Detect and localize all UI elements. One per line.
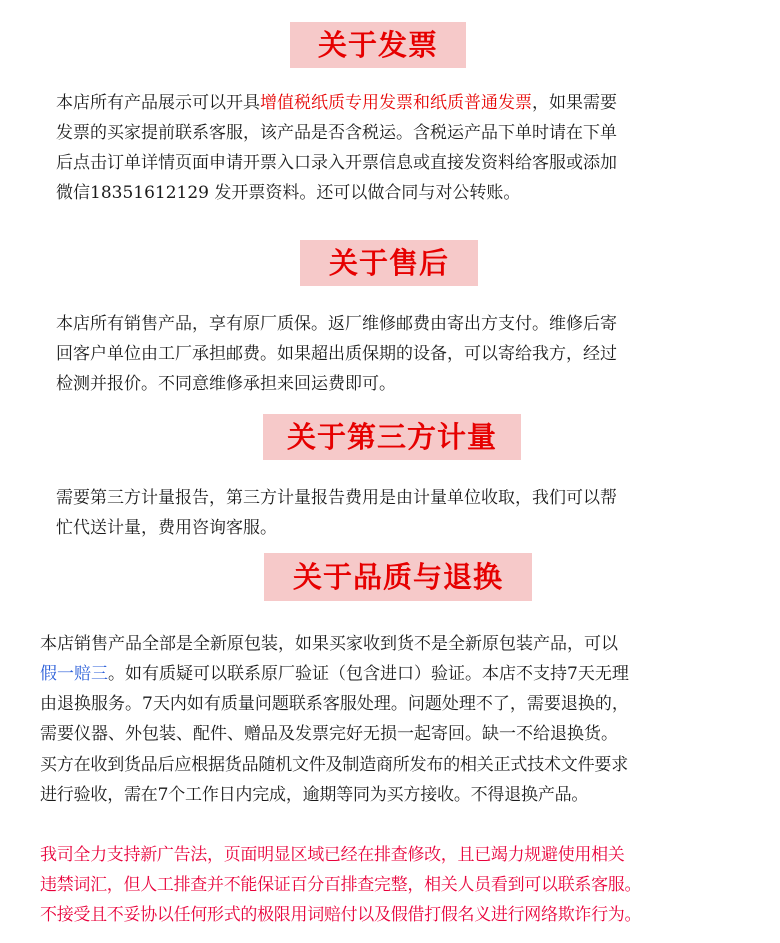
text-line: 回客户单位由工厂承担邮费。如果超出质保期的设备，可以寄给我方，经过 [56,344,617,364]
quality-section-title: 关于品质与退换 [264,553,532,601]
aftersale-section-title: 关于售后 [300,240,478,286]
text-line: 我司全力支持新广告法，页面明显区域已经在排查修改，且已竭力规避使用相关 [40,845,625,865]
text-line: 后点击订单详情页面申请开票入口录入开票信息或直接发资料给客服或添加 [56,153,617,173]
invoice-section-title: 关于发票 [290,22,466,68]
quality-paragraph [40,629,629,749]
text-line: 发票的买家提前联系客服，该产品是否含税运。含税运产品下单时请在下单 [56,123,617,143]
ad-law-notice [40,840,641,930]
metrology-paragraph [56,483,617,543]
text-line: 由退换服务。7天内如有质量问题联系客服处理。问题处理不了，需要退换的， [40,694,629,714]
text-line: 需要第三方计量报告，第三方计量报告费用是由计量单位收取，我们可以帮 [56,488,617,508]
text-line: 本店销售产品全部是全新原包装，如果买家收到货不是全新原包装产品，可以 [40,634,618,654]
text-line: 进行验收，需在7个工作日内完成，逾期等同为买方接收。不得退换产品。 [40,785,589,805]
text-line: 本店所有销售产品，享有原厂质保。返厂维修邮费由寄出方支付。维修后寄 [56,314,617,334]
text-line: 违禁词汇，但人工排查并不能保证百分百排查完整，相关人员看到可以联系客服。 [40,875,642,895]
text-line: 假一赔三。如有质疑可以联系原厂验证（包含进口）验证。本店不支持7天无理 [40,664,629,684]
text-line: 忙代送计量，费用咨询客服。 [56,518,277,538]
text-line: 需要仪器、外包装、配件、赠品及发票完好无损一起寄回。缺一不给退换货。 [40,724,618,744]
invoice-paragraph [56,88,617,208]
aftersale-paragraph [56,309,617,399]
text-line: 微信18351612129 发开票资料。还可以做合同与对公转账。 [56,183,521,203]
text-line: 本店所有产品展示可以开具增值税纸质专用发票和纸质普通发票，如果需要 [56,93,617,113]
acceptance-paragraph [40,750,628,810]
text-line: 买方在收到货品后应根据货品随机文件及制造商所发布的相关正式技术文件要求 [40,755,628,775]
fake-one-pay-three-highlight: 假一赔三 [40,664,108,684]
text-line: 不接受且不妥协以任何形式的极限用词赔付以及假借打假名义进行网络欺诈行为。 [40,905,642,925]
metrology-section-title: 关于第三方计量 [263,414,521,460]
invoice-type-highlight: 增值税纸质专用发票和纸质普通发票 [260,93,532,113]
text-line: 检测并报价。不同意维修承担来回运费即可。 [56,374,396,394]
